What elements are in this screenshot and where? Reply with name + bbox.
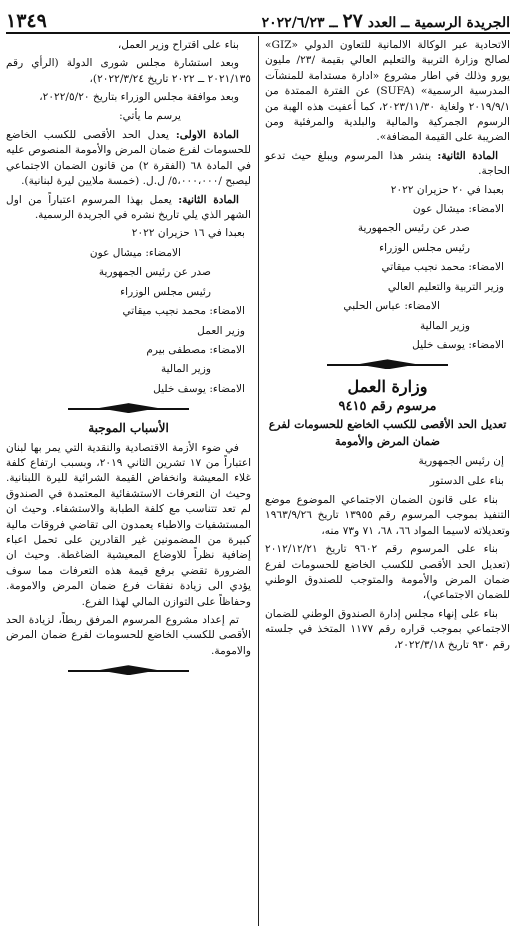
education-minister-title: وزير التربية والتعليم العالي [387, 280, 504, 293]
article-label: المادة الثانية: [437, 149, 499, 162]
article-2-right [265, 149, 510, 180]
section-divider [265, 357, 510, 373]
column-divider [258, 36, 259, 926]
article-text: يعمل بهذا المرسوم اعتباراً من اول الشهر الذي يلي تاريخ نشره في الجريدة الرسمية. [6, 193, 251, 222]
signature-education-minister: الامضاء: عباس الحلبي [343, 300, 440, 313]
article-2-left [6, 193, 251, 224]
after-cabinet: وبعد موافقة مجلس الوزراء بتاريخ ٢٠٢٢/٥/٢٠، [39, 91, 239, 104]
based-minister: بناء على اقتراح وزير العمل، [117, 39, 239, 51]
reasons-paragraph-1: في ضوء الأزمة الاقتصادية والنقدية التي يمر بها لبنان اعتباراً من ١٧ تشرين الثاني ٢٠١٩، وبسبب ارتفاع كلفة غلاء المعيشة وانخفاض القيمة الشرائية لليرة اللبنانية. وحيث ان التعرفات الاستشفائية المعتمدة في الصندوق لم تعد تتناسب مع كلفة الطبابة والاستشفاء. وحيث ان المستشفيات والاطباء يعمدون الى تقاضي فروقات مالية كبيرة من المضمونين غير القادرين على تحمل اعباء إضافية نظراً للاوضاع المعيشية الضاغطة. وحيث ان الضرورة تقضي برفع قيمة هذه التعرفات مما سوف يؤدي الى زيادة نفقات فرع ضمان المرض والامومة. وحفاظاً على التوازن المالي لهذا الفرع. [6, 441, 252, 608]
finance-minister-title: وزير المالية [160, 363, 211, 376]
reasons-heading: الأسباب الموجبة [88, 421, 169, 436]
based-constitution: بناء على الدستور [429, 474, 504, 487]
signature-pm: الامضاء: محمد نجيب ميقاتي [381, 261, 504, 274]
after-council: وبعد استشارة مجلس شورى الدولة (الرأي رقم ٢٠٢١/١٣٥ ــ ٢٠٢٢ تاريخ ٢٠٢٢/٣/٢٤)، [6, 57, 251, 85]
signature-president: الامضاء: ميشال عون [89, 246, 181, 259]
signature-finance-minister: الامضاء: يوسف خليل [153, 382, 245, 395]
signature-pm: الامضاء: محمد نجيب ميقاتي [122, 305, 245, 318]
article-text: يعدل الحد الأقصى للكسب الخاضع للحسومات لفرع ضمان المرض والأمومة المنصوص عليه في المادة ٦٨ (الفقرة ٢) من قانون الضمان الاجتماعي ليصبح /٥،٠٠٠،٠٠٠/ ل.ل. (خمسة ملايين ليرة لبنانية). [6, 129, 252, 188]
decree-title: تعديل الحد الأقصى للكسب الخاضع للحسومات لفرع ضمان المرض والأمومة [268, 418, 507, 449]
signature-labour-minister: الامضاء: مصطفى بيرم [146, 343, 245, 356]
article-label: المادة الاولى: [175, 129, 239, 142]
signed-at: بعبدا في ١٦ حزيران ٢٠٢٢ [131, 227, 245, 240]
decree-number: مرسوم رقم ٩٤١٥ [338, 398, 437, 414]
article-label: المادة الثانية: [178, 193, 239, 206]
signed-at: بعبدا في ٢٠ حزيران ٢٠٢٢ [390, 183, 504, 196]
based-board: بناء على إنهاء مجلس إدارة الصندوق الوطني للضمان الاجتماعي بموجب قراره رقم ١١٧٧ المتخذ في جلسته رقم ٩٣٠ تاريخ ٢٠٢٢/٣/١٨، [265, 607, 510, 651]
gazette-title [262, 10, 510, 32]
based-decree: بناء على المرسوم رقم ٩٦٠٢ تاريخ ٢٠١٢/١٢/٢١ (تعديل الحد الأقصى للكسب الخاضع للحسومات لفرع ضمان المرض والأمومة والمتوجب للصندوق الوطني للضمان الاجتماعي)، [265, 543, 510, 602]
ministry-heading: وزارة العمل [347, 377, 428, 397]
left-column [6, 38, 251, 683]
page-header [6, 4, 510, 34]
article-1 [6, 128, 251, 190]
labour-minister-title: وزير العمل [197, 324, 245, 337]
reasons-paragraph-2: تم إعداد مشروع المرسوم المرفق ربطاً، لزيادة الحد الأقصى للكسب الخاضع للحسومات لفرع ضمان المرض والامومة. [6, 614, 251, 657]
issue-date: ــ ٢٠٢٢/٦/٢٣ [261, 15, 338, 31]
section-divider [6, 401, 251, 417]
pm-title: رئيس مجلس الوزراء [379, 241, 470, 254]
signature-finance-minister: الامضاء: يوسف خليل [412, 338, 504, 351]
issued-by-president: صدر عن رئيس الجمهورية [98, 266, 211, 279]
based-law: بناء على قانون الضمان الاجتماعي الموضوع موضع التنفيذ بموجب المرسوم رقم ١٣٩٥٥ تاريخ ١٩٦٣/٩/٢٦ وتعديلاته لاسيما المواد ٦٦، ٦٨، ٧١ و٧٣ منه، [265, 493, 510, 537]
pm-title: رئيس مجلس الوزراء [120, 285, 211, 298]
right-column [265, 38, 510, 656]
president-line: إن رئيس الجمهورية [418, 455, 504, 468]
finance-minister-title: وزير المالية [419, 319, 470, 332]
section-divider [6, 663, 251, 679]
signature-president: الامضاء: ميشال عون [412, 203, 504, 216]
page-number: ١٣٤٩ [6, 10, 47, 32]
issued-by-president: صدر عن رئيس الجمهورية [357, 222, 470, 235]
decrees-line: يرسم ما يأتي: [119, 109, 181, 122]
intro-paragraph: الاتحادية عبر الوكالة الالمانية للتعاون الدولي «GIZ» لصالح وزارة التربية والتعليم العالي بقيمة /٢٣/ مليون يورو وذلك في اطار مشروع «ادارة مستدامة للمنشآت المدرسية الرسمية» (SUFA) عن الفترة الممتدة من ٢٠١٩/٩/١ ولغاية ٢٠٢٣/١١/٣٠، كما أعفيت هذه الهبة من الرسوم الجمركية والمالية والبلدية والمرفئية ومن الضريبة على القيمة المضافة». [265, 39, 511, 144]
article-text: ينشر هذا المرسوم ويبلغ حيث تدعو الحاجة. [265, 149, 510, 178]
gazette-name: الجريدة الرسمية ــ العدد [367, 15, 510, 31]
issue-number: ٢٧ [342, 10, 363, 32]
